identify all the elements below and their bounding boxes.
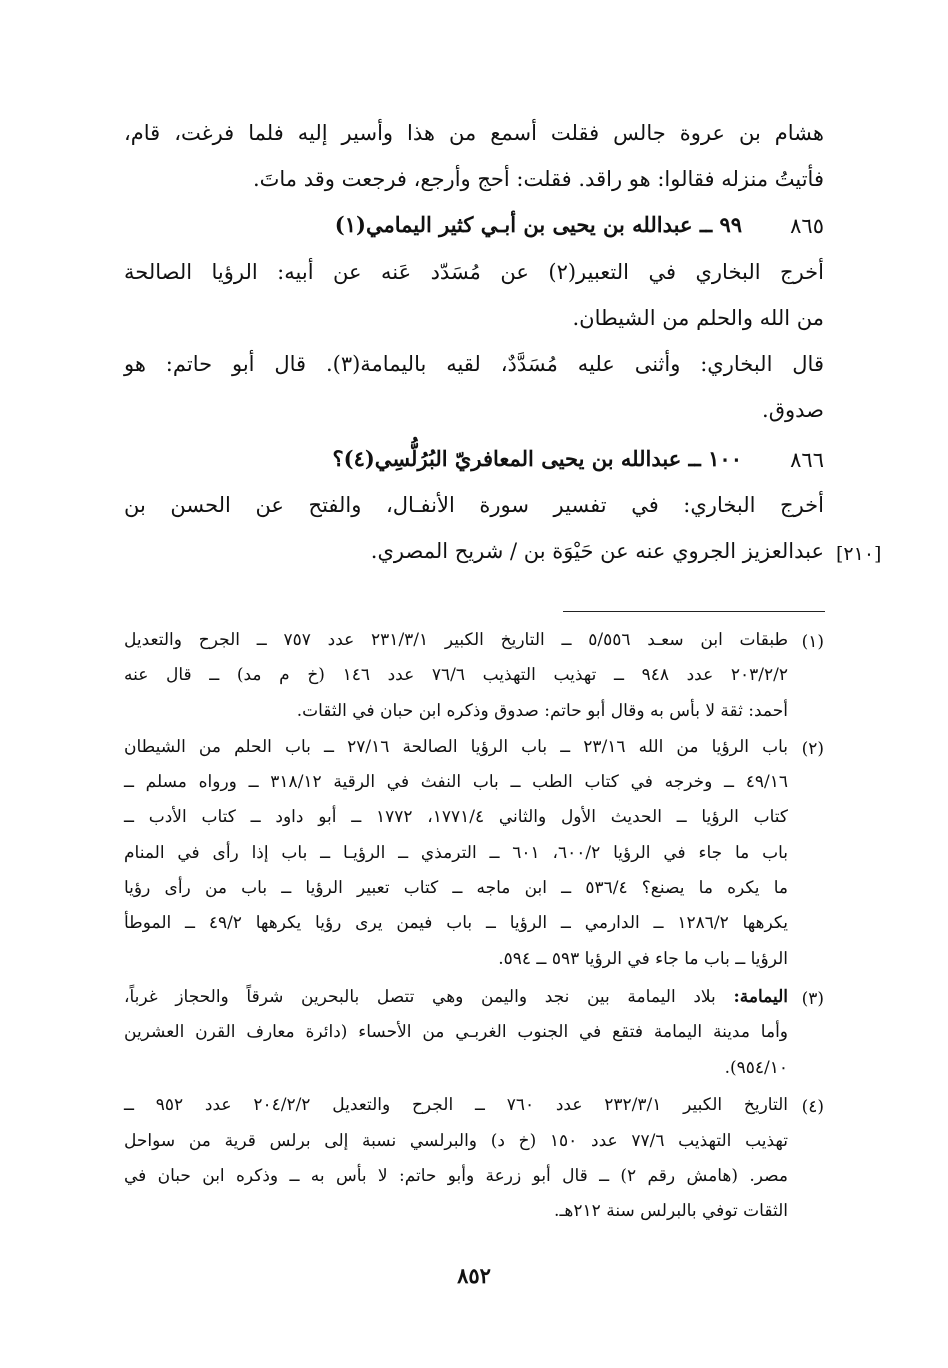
footnote-line: وأما مدينة اليمامة فتقع في الجنوب الغربـي من الأحساء (دائرة معارف القرن العشرين	[124, 1022, 788, 1042]
body-line: فأتيتُ منزله فقالوا: هو راقد. فقلت: أحج وأرجع، فرجعت وقد ماتَ.	[252, 167, 824, 191]
footnote-marker: (٣)	[801, 989, 824, 1009]
entry-heading: ٩٩ ــ عبدالله بن يحيى بن أبـي كثير اليمامي(١)	[334, 212, 742, 237]
body-line: صدوق.	[762, 398, 824, 422]
page-number: ٨٥٢	[457, 1263, 491, 1288]
footnote-line: باب ما جاء في الرؤيا ٦٠٠/٢، ٦٠١ ــ الترمذي ــ الرؤيـا ــ باب إذا رأى في المنام	[124, 843, 788, 863]
body-line: هشام بن عروة جالس فقلت أسمع من هذا وأسير إليه فلما فرغت، قام،	[124, 121, 824, 145]
footnote-marker: (٢)	[801, 739, 824, 759]
entry-heading: ١٠٠ ــ عبدالله بن يحيى المعافريّ البُرُلُّسِي(٤)؟	[332, 446, 742, 471]
footnote-marker: (٤)	[801, 1097, 824, 1117]
margin-page-reference: [٢١٠]	[836, 543, 882, 565]
footnote-line: الثقات توفي بالبرلس سنة ٢١٢هـ.	[554, 1201, 788, 1221]
footnote-line: الرؤيا ــ باب ما جاء في الرؤيا ٥٩٣ ــ ٥٩٤.	[498, 949, 788, 969]
footnote-line	[124, 989, 788, 1006]
footnote-marker: (١)	[801, 632, 824, 652]
footnote-line: تهذيب التهذيب ٧٧/٦ عدد ١٥٠ (خ د) والبرلسي نسبة إلى برلس قرية من سواحل	[124, 1131, 788, 1151]
footnote-line: ٩٥٤/١٠).	[724, 1058, 788, 1078]
body-line: من الله والحلم من الشيطان.	[572, 306, 824, 330]
footnote-line: باب الرؤيا من الله ٢٣/١٦ ــ باب الرؤيا الصالحة ٢٧/١٦ ــ باب الحلم من الشيطان	[124, 737, 788, 757]
footnote-line: طبقات ابن سعـد ٥/٥٥٦ ــ التاريخ الكبير ٢٣١/٣/١ عدد ٧٥٧ ــ الجرح والتعديل	[124, 630, 789, 650]
footnote-line: التاريخ الكبير ٢٣٢/٣/١ عدد ٧٦٠ ــ الجرح والتعديل ٢٠٤/٢/٢ عدد ٩٥٢ ــ	[124, 1095, 788, 1115]
footnote-line: ٤٩/١٦ ــ وخرجه في كتاب الطب ــ باب النفث في الرقية ٣١٨/١٢ ــ ورواه مسلم ــ	[124, 772, 788, 792]
entry-sequence-number: ٨٦٥	[790, 214, 824, 238]
footnote-line: مصر. (هامش رقم ٢) ــ قال أبو زرعة وأبو حاتم: لا بأس به ــ وذكره ابن حبان في	[124, 1166, 788, 1186]
body-line: أخرج البخاري في التعبير(٢) عن مُسَدّد عَنه عن أبيه: الرؤيا الصالحة	[124, 260, 824, 284]
footnote-line: أحمد: ثقة لا بأس به وقال أبو حاتم: صدوق وذكره ابن حبان في الثقات.	[296, 701, 788, 721]
footnote-line: يكرهها ١٢٨٦/٢ ــ الدارمي ــ الرؤيا ــ باب فيمن يرى رؤيا يكرهها ٤٩/٢ ــ الموطأ	[124, 913, 788, 933]
footnote-line-text: بلاد اليمامة بين نجد واليمن وهي تتصل بالبحرين شرقاً والحجاز غرباً،	[124, 987, 734, 1007]
footnote-line: ٢٠٣/٢/٢ عدد ٩٤٨ ــ تهذيب التهذيب ٧٦/٦ عدد ١٤٦ (خ م مد) ــ قال عنه	[124, 665, 788, 685]
footnote-line: ما يكره ما يصنع؟ ٥٣٦/٤ ــ ابن ماجه ــ كتاب تعبير الرؤيا ــ باب من رأى رؤيا	[124, 878, 788, 898]
footnote-line: كتاب الرؤيا ــ الحديث الأول والثاني ١٧٧١/٤، ١٧٧٢ ــ أبو داود ــ كتاب الأدب ــ	[124, 807, 788, 827]
entry-sequence-number: ٨٦٦	[790, 448, 824, 472]
footnote-separator	[563, 611, 825, 612]
body-line: أخرج البخاري: في تفسير سورة الأنفـال، والفتح عن الحسن بن	[124, 493, 824, 517]
body-line: قال البخاري: وأثنى عليه مُسَدَّدٌ، لقيه باليمامة(٣). قال أبو حاتم: هو	[124, 352, 824, 376]
footnote-keyword: اليمامة:	[733, 987, 788, 1007]
body-line: عبدالعزيز الجروي عنه عن حَيْوَة بن / شريح المصري.	[370, 539, 824, 563]
